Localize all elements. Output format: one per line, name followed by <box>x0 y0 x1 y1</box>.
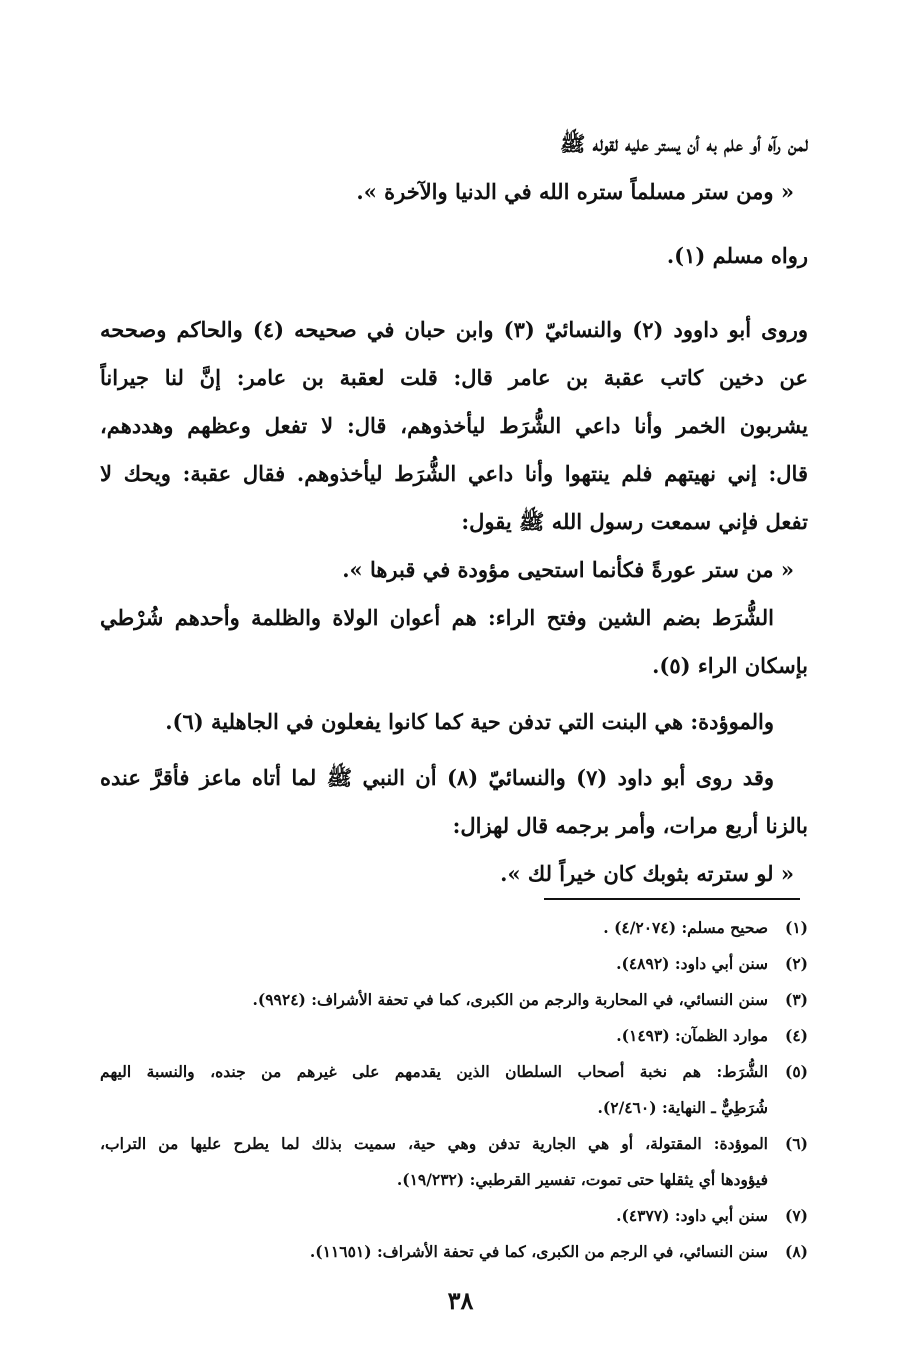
footnote-text: الشُّرَط: هم نخبة أصحاب السلطان الذين يقدمهم على غيرهم من جنده، والنسبة اليهم <box>100 1062 768 1081</box>
footnote-number: (٤) <box>784 1026 808 1045</box>
footnote-number: (٢) <box>784 954 808 973</box>
text-line: يشربون الخمر وأنا داعي الشُّرَط ليأخذوهم، قال: لا تفعل وعظهم وهددهم، <box>100 413 808 438</box>
text-line: بإسكان الراء (٥). <box>652 653 808 678</box>
text-line: عن دخين كاتب عقبة بن عامر قال: قلت لعقبة بن عامر: إنَّ لنا جيراناً <box>100 365 808 390</box>
footnotes <box>100 910 808 1270</box>
footnote <box>100 946 808 982</box>
footnote-text: فيؤودها أي يثقلها حتى تموت، تفسير القرطبي: (١٩/٢٣٢). <box>396 1170 768 1189</box>
text-line: وقد روى أبو داود (٧) والنسائيّ (٨) أن النبي ﷺ لما أتاه ماعز فأقرَّ عنده <box>100 765 775 790</box>
footnote-text: صحيح مسلم: (٤/٢٠٧٤) . <box>603 918 768 937</box>
hadith-quote: « ومن ستر مسلماً ستره الله في الدنيا والآخرة ». <box>356 179 794 204</box>
text-line: بالزنا أربع مرات، وأمر برجمه قال لهزال: <box>452 813 808 838</box>
footnote-number: (٣) <box>784 990 808 1009</box>
footnote-text: سنن أبي داود: (٤٨٩٢). <box>616 954 768 973</box>
main-text <box>100 120 808 898</box>
footnote-text: الموؤدة: المقتولة، أو هي الجارية تدفن وهي حية، سميت بذلك لما يطرح عليها من التراب، <box>100 1134 768 1153</box>
footnote-text: سنن النسائي، في المحاربة والرجم من الكبرى، كما في تحفة الأشراف: (٩٩٢٤). <box>252 990 768 1009</box>
text-line: والموؤدة: هي البنت التي تدفن حية كما كانوا يفعلون في الجاهلية (٦). <box>165 709 774 734</box>
footnote <box>100 1234 808 1270</box>
text-line: قال: إني نهيتهم فلم ينتهوا وأنا داعي الشُّرَط ليأخذوهم. فقال عقبة: ويحك لا <box>100 461 808 486</box>
text-line: تفعل فإني سمعت رسول الله ﷺ يقول: <box>461 509 808 534</box>
footnote <box>100 982 808 1018</box>
footnote-text: سنن أبي داود: (٤٣٧٧). <box>616 1206 768 1225</box>
footnote <box>100 1018 808 1054</box>
footnote-number: (٥) <box>784 1062 808 1081</box>
footnote <box>100 1198 808 1234</box>
footnote-text: شُرَطِيٌّ ـ النهاية: (٢/٤٦٠). <box>597 1098 768 1117</box>
text-line: لمن رآه أو علم به أن يستر عليه لقوله ﷺ <box>559 131 808 156</box>
hadith-quote: « لو سترته بثوبك كان خيراً لك ». <box>500 861 794 886</box>
footnote <box>100 910 808 946</box>
footnote <box>100 1054 808 1126</box>
page-number: ٣٨ <box>447 1286 474 1315</box>
footnote-number: (٦) <box>784 1134 808 1153</box>
footnote-separator <box>544 898 800 900</box>
footnote-text: سنن النسائي، في الرجم من الكبرى، كما في تحفة الأشراف: (١١٦٥١). <box>309 1242 768 1261</box>
text-line: الشُّرَط بضم الشين وفتح الراء: هم أعوان الولاة والظلمة وأحدهم شُرْطي <box>100 605 774 630</box>
footnote-number: (١) <box>784 918 808 937</box>
footnote-number: (٨) <box>784 1242 808 1261</box>
footnote-number: (٧) <box>784 1206 808 1225</box>
footnote-text: موارد الظمآن: (١٤٩٣). <box>616 1026 768 1045</box>
text-line: وروى أبو داوود (٢) والنسائيّ (٣) وابن حبان في صحيحه (٤) والحاكم وصححه <box>100 317 808 342</box>
text-line: رواه مسلم (١). <box>666 243 808 268</box>
footnote <box>100 1126 808 1198</box>
hadith-quote: « من ستر عورةً فكأنما استحيى مؤودة في قبرها ». <box>342 557 794 582</box>
